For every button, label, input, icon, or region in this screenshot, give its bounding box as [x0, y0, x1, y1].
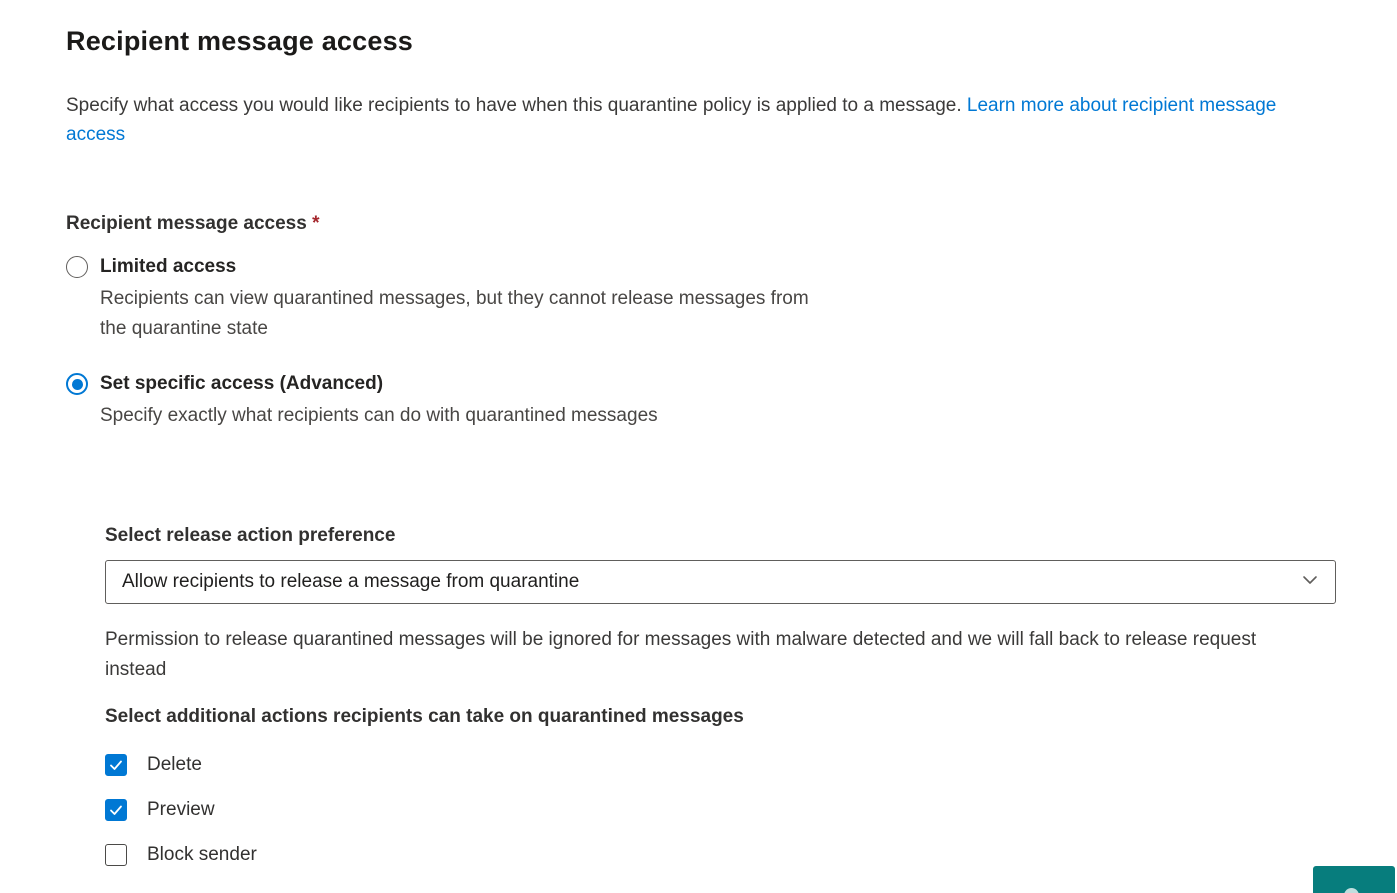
release-action-label: Select release action preference [105, 525, 396, 546]
advanced-access-section [105, 525, 1340, 866]
release-action-note: Permission to release quarantined messages will be ignored for messages with malware detected and we will fall back to release request instead [105, 629, 1257, 680]
checkbox-label: Block sender [147, 844, 257, 865]
radio-option-text [100, 255, 810, 344]
access-field-label [66, 213, 1340, 235]
page-title: Recipient message access [66, 26, 414, 56]
checkbox-row-preview[interactable] [105, 799, 1340, 821]
checkbox-label: Preview [147, 799, 215, 820]
radio-option-description: Specify exactly what recipients can do with quarantined messages [100, 405, 658, 426]
page-description [66, 91, 1336, 149]
check-icon [109, 803, 123, 817]
smiley-icon [1344, 888, 1359, 893]
checkbox-row-delete[interactable] [105, 754, 1340, 776]
radio-option-label: Set specific access (Advanced) [100, 373, 384, 394]
checkbox-checked-icon[interactable] [105, 799, 127, 821]
checkbox-unchecked-icon[interactable] [105, 844, 127, 866]
check-icon [109, 758, 123, 772]
checkbox-checked-icon[interactable] [105, 754, 127, 776]
chevron-down-icon [1301, 571, 1319, 594]
radio-unselected-icon[interactable] [66, 256, 88, 278]
access-radio-group [66, 255, 1340, 431]
checkbox-label: Delete [147, 754, 202, 775]
access-field-label-text: Recipient message access [66, 213, 307, 234]
radio-option-set-specific-access[interactable] [66, 372, 1340, 431]
radio-option-label: Limited access [100, 256, 237, 277]
feedback-button[interactable] [1313, 866, 1395, 893]
page-description-text: Specify what access you would like recipients to have when this quarantine policy is applied to a message. [66, 95, 962, 116]
radio-option-description: Recipients can view quarantined messages, but they cannot release messages from the quarantine state [100, 288, 809, 339]
additional-actions-label: Select additional actions recipients can take on quarantined messages [105, 706, 744, 727]
learn-more-link[interactable]: Learn more about recipient message access [66, 95, 1277, 145]
radio-option-text [100, 372, 658, 431]
radio-selected-icon[interactable] [66, 373, 88, 395]
required-asterisk: * [312, 213, 320, 234]
additional-actions-checkbox-group [105, 754, 1340, 866]
release-action-dropdown[interactable] [105, 560, 1336, 604]
radio-option-limited-access[interactable] [66, 255, 1340, 344]
release-action-dropdown-value: Allow recipients to release a message from quarantine [122, 571, 580, 592]
checkbox-row-block-sender[interactable] [105, 844, 1340, 866]
